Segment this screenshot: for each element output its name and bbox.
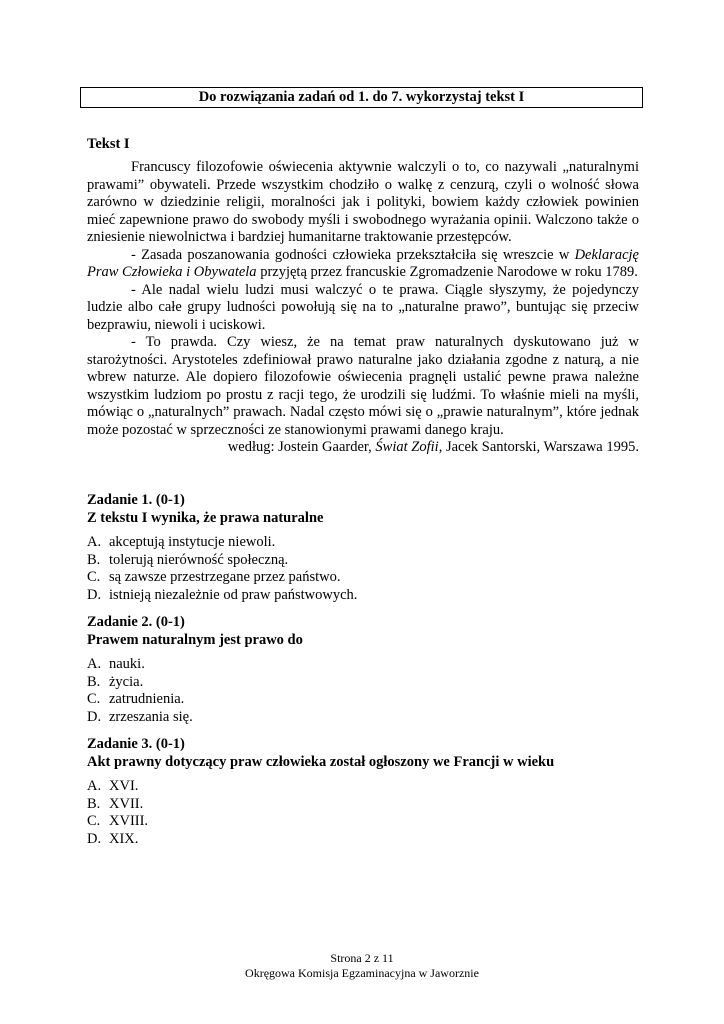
option-letter: C. <box>87 691 101 707</box>
p2-start: - Zasada poszanowania godności człowieka przekształciła się wreszcie w <box>131 246 575 263</box>
option-text: XVI. <box>109 778 139 794</box>
option-text: nauki. <box>109 656 145 672</box>
option-text: XIX. <box>109 830 139 847</box>
option-letter: B. <box>87 551 101 568</box>
option-text: zatrudnienia. <box>109 691 185 707</box>
page-number: Strona 2 z 11 <box>330 951 394 965</box>
answer-option <box>87 656 639 674</box>
text-paragraph-3: - Ale nadal wielu ludzi musi walczyć o te prawa. Ciągle słyszymy, że pojedynczy ludzie albo całe grupy ludności powołują się na to „naturalne prawo”, buntując się przeciw bezprawiu, niewoli i uciskowi. <box>87 281 639 333</box>
answer-option <box>87 709 639 727</box>
option-text: zrzeszania się. <box>109 708 193 725</box>
organization-name: Okręgowa Komisja Egzaminacyjna w Jaworznie <box>245 966 479 980</box>
p2-end: przyjętą przez francuskie Zgromadzenie Narodowe w roku 1789. <box>256 264 638 280</box>
task-question: Z tekstu I wynika, że prawa naturalne <box>87 509 324 526</box>
book-title: Świat Zofii <box>375 439 439 455</box>
answer-option <box>87 552 639 570</box>
task-2 <box>87 614 639 726</box>
option-letter: A. <box>87 534 102 550</box>
text-source <box>87 439 639 457</box>
answer-option <box>87 534 639 552</box>
option-letter: A. <box>87 656 102 672</box>
option-text: są zawsze przestrzegane przez państwo. <box>109 569 341 585</box>
option-text: XVII. <box>109 795 144 812</box>
option-letter: A. <box>87 778 102 794</box>
answer-option <box>87 796 639 814</box>
answer-option <box>87 813 639 831</box>
task-title: Zadanie 3. (0-1) <box>87 736 185 752</box>
task-1 <box>87 492 639 604</box>
task-title: Zadanie 2. (0-1) <box>87 614 185 630</box>
option-text: akceptują instytucje niewoli. <box>109 534 276 550</box>
task-title: Zadanie 1. (0-1) <box>87 492 185 508</box>
source-end: , Jacek Santorski, Warszawa 1995. <box>438 439 639 455</box>
task-question: Akt prawny dotyczący praw człowieka został ogłoszony we Francji w wieku <box>87 753 555 770</box>
answer-option <box>87 587 639 605</box>
option-letter: B. <box>87 673 101 690</box>
option-text: XVIII. <box>109 813 149 829</box>
instruction-text: Do rozwiązania zadań od 1. do 7. wykorzystaj tekst I <box>198 89 525 105</box>
text-paragraph-1: Francuscy filozofowie oświecenia aktywnie walczyli o to, co nazywali „naturalnymi prawami” obywateli. Przede wszystkim chodziło o walkę z cenzurą, czyli o wolność słowa zarówno w dziedzinie religii, moralności jak i polityki, bowiem każdy człowiek powinien mieć zapewnione prawo do swobody myśli i swobodnego wyrażania opinii. Walczono także o zniesienie niewolnictwa i bardziej humanitarne traktowanie przestępców. <box>87 159 639 245</box>
task-question: Prawem naturalnym jest prawo do <box>87 631 303 648</box>
answer-option <box>87 778 639 796</box>
option-letter: D. <box>87 830 102 847</box>
declaration-title: Deklarację Praw Człowieka i Obywatela <box>87 246 639 280</box>
reading-text <box>87 159 639 457</box>
text-paragraph-2 <box>87 247 639 282</box>
instruction-box <box>80 87 643 108</box>
source-start: według: Jostein Gaarder, <box>227 439 376 455</box>
option-letter: C. <box>87 569 101 585</box>
option-letter: B. <box>87 795 101 812</box>
answer-option <box>87 831 639 849</box>
option-letter: C. <box>87 813 101 829</box>
task-3 <box>87 736 639 848</box>
text-title: Tekst I <box>87 136 130 152</box>
option-text: życia. <box>109 673 144 690</box>
page-footer <box>0 951 724 981</box>
option-letter: D. <box>87 708 102 725</box>
answer-option <box>87 691 639 709</box>
answer-option <box>87 569 639 587</box>
answer-option <box>87 674 639 692</box>
text-paragraph-4: - To prawda. Czy wiesz, że na temat praw naturalnych dyskutowano już w starożytności. Arystoteles zdefiniował prawo naturalne jako działania zgodne z naturą, a nie wbrew naturze. Ale dopiero filozofowie oświecenia pragnęli ustalić pewne prawa należne wszystkim ludziom po prostu z racji tego, że urodzili się ludźmi. To właśnie mieli na myśli, mówiąc o „naturalnych” prawach. Nadal często mówi się o „prawie naturalnym”, które jednak może pozostać w sprzeczności ze stanowionymi prawami danego kraju. <box>87 334 639 438</box>
option-text: tolerują nierówność społeczną. <box>109 551 289 568</box>
option-letter: D. <box>87 586 102 603</box>
option-text: istnieją niezależnie od praw państwowych. <box>109 586 358 603</box>
